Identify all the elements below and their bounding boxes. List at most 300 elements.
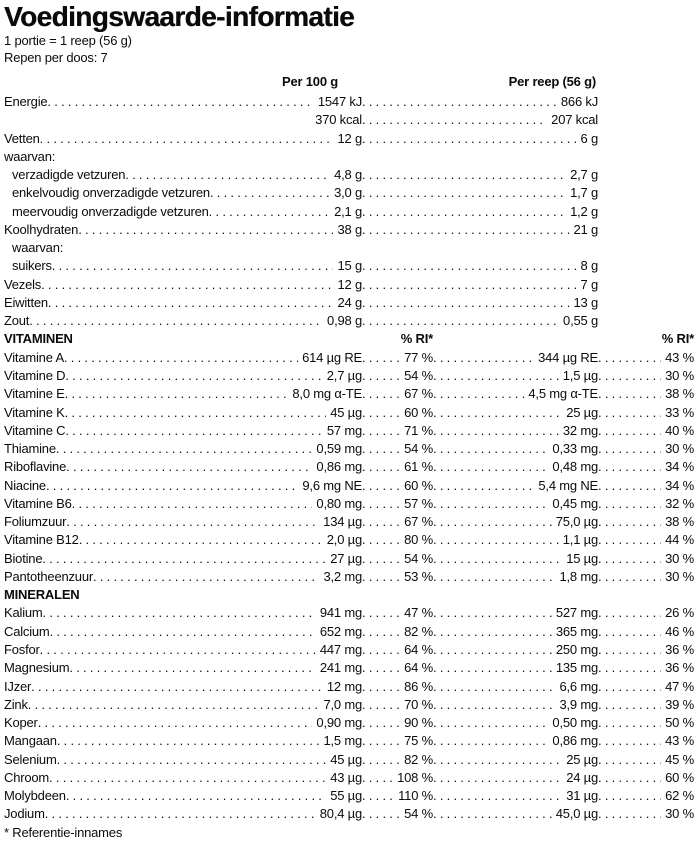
table-cell: [362, 312, 598, 330]
table-cell: [433, 495, 598, 513]
ri-per-bar: 45 %: [665, 751, 694, 767]
value-per-bar: 13 g: [573, 294, 598, 310]
value-per-100g: 241 mg: [319, 660, 362, 676]
table-row: [4, 805, 694, 823]
value-per-100g: 15 g: [337, 258, 362, 274]
dot-leader: [433, 568, 555, 586]
table-cell: [433, 458, 598, 476]
table-cell: [433, 440, 598, 458]
ri-per-100g: 64 %: [404, 660, 433, 676]
table-cell: [4, 312, 362, 330]
dot-leader: [433, 787, 562, 805]
dot-leader: [433, 805, 552, 823]
dot-leader: [433, 367, 559, 385]
value-per-bar: 527 mg: [555, 605, 598, 621]
value-per-bar: 344 µg RE: [538, 349, 598, 365]
dot-leader: [362, 696, 400, 714]
table-cell: [598, 330, 694, 348]
table-cell: [4, 604, 362, 622]
bars-per-box-line: Repen per doos: 7: [4, 50, 108, 65]
dot-leader: [433, 641, 552, 659]
table-row: [4, 257, 694, 275]
nutrient-label: Vitamine C: [4, 422, 66, 438]
dot-leader: [598, 769, 661, 787]
table-cell: [598, 349, 694, 367]
table-cell: [362, 732, 433, 750]
dot-leader: [362, 550, 400, 568]
dot-leader: [66, 513, 319, 531]
ri-per-100g: 82 %: [404, 751, 433, 767]
value-per-100g: 614 µg RE: [302, 349, 362, 365]
table-cell: [598, 495, 694, 513]
ri-per-100g: 54 %: [404, 550, 433, 566]
table-cell: [4, 714, 362, 732]
ri-per-100g: 90 %: [404, 715, 433, 731]
table-row: [4, 458, 694, 476]
value-per-100g: 45 µg: [330, 404, 362, 420]
table-cell: [4, 385, 362, 403]
dot-leader: [362, 751, 400, 769]
table-cell: [4, 404, 362, 422]
value-per-bar: 3,9 mg: [559, 696, 598, 712]
table-cell: [362, 349, 433, 367]
table-row: [4, 659, 694, 677]
dot-leader: [598, 440, 661, 458]
table-cell: [433, 477, 598, 495]
value-per-100g: 134 µg: [323, 514, 362, 530]
nutrient-label: Koper: [4, 715, 38, 731]
table-cell: [362, 714, 433, 732]
nutrient-label: Vitamine E: [4, 386, 65, 402]
table-cell: [4, 586, 362, 604]
table-cell: [598, 477, 694, 495]
dot-leader: [362, 276, 577, 294]
section-header-row: [4, 586, 694, 604]
table-cell: [598, 404, 694, 422]
table-cell: [4, 495, 362, 513]
table-cell: [4, 477, 362, 495]
value-per-bar: 0,86 mg: [552, 733, 598, 749]
dot-leader: [57, 732, 320, 750]
dot-leader: [598, 659, 661, 677]
table-cell: [598, 513, 694, 531]
nutrient-label: Fosfor: [4, 641, 40, 657]
dot-leader: [598, 550, 661, 568]
value-per-bar: 0,50 mg: [552, 715, 598, 731]
table-cell: [4, 257, 362, 275]
nutrient-label: Thiamine: [4, 441, 56, 457]
dot-leader: [433, 404, 562, 422]
table-cell: [433, 531, 598, 549]
dot-leader: [45, 805, 316, 823]
dot-leader: [362, 604, 400, 622]
value-per-bar: 866 kJ: [560, 94, 598, 109]
dot-leader: [362, 111, 547, 129]
table-cell: [4, 678, 362, 696]
table-row: [4, 130, 694, 148]
dot-leader: [65, 422, 323, 440]
table-cell: [4, 769, 362, 787]
value-per-bar: 31 µg: [566, 788, 598, 804]
dot-leader: [362, 367, 400, 385]
value-per-100g: 3,0 g: [334, 185, 362, 201]
value-per-100g: 12 g: [337, 130, 362, 146]
nutrient-label: Vetten: [4, 130, 40, 146]
dot-leader: [598, 349, 661, 367]
dot-leader: [598, 732, 661, 750]
value-per-bar: 0,33 mg: [552, 441, 598, 457]
dot-leader: [598, 696, 661, 714]
dot-leader: [78, 221, 333, 239]
table-cell: [362, 513, 433, 531]
ri-per-100g: 47 %: [404, 605, 433, 621]
table-cell: [433, 641, 598, 659]
value-per-bar: 0,55 g: [563, 313, 598, 329]
table-row: [4, 623, 694, 641]
value-per-bar: 6 g: [580, 130, 598, 146]
table-cell: [362, 458, 433, 476]
dot-leader: [46, 477, 298, 495]
table-cell: [598, 531, 694, 549]
dot-leader: [598, 495, 661, 513]
dot-leader: [433, 531, 559, 549]
nutrient-label: Biotine: [4, 550, 43, 566]
ri-per-100g: 60 %: [404, 477, 433, 493]
table-cell: [4, 623, 362, 641]
ri-per-bar: 30 %: [665, 367, 694, 383]
dot-leader: [52, 257, 334, 275]
table-cell: [598, 568, 694, 586]
table-cell: [598, 732, 694, 750]
ri-per-bar: 40 %: [665, 422, 694, 438]
value-per-bar: 365 mg: [555, 623, 598, 639]
ri-per-bar: 30 %: [665, 568, 694, 584]
table-cell: [4, 71, 362, 93]
nutrient-label: Calcium: [4, 623, 50, 639]
table-cell: [4, 111, 362, 129]
table-cell: [433, 787, 598, 805]
table-cell: [362, 659, 433, 677]
dot-leader: [433, 659, 552, 677]
table-cell: [598, 805, 694, 823]
table-cell: [4, 148, 362, 166]
value-per-bar: 5,4 mg NE: [538, 477, 598, 493]
table-cell: [362, 93, 598, 111]
dot-leader: [598, 531, 661, 549]
table-cell: [433, 349, 598, 367]
ri-per-bar: 30 %: [665, 441, 694, 457]
value-per-bar: 0,45 mg: [552, 495, 598, 511]
nutrient-label: Jodium: [4, 806, 45, 822]
dot-leader: [362, 531, 400, 549]
dot-leader: [362, 93, 557, 111]
value-per-100g: 652 mg: [319, 623, 362, 639]
table-cell: [4, 294, 362, 312]
dot-leader: [362, 732, 400, 750]
nutrition-table: [4, 71, 694, 824]
table-cell: [4, 367, 362, 385]
table-cell: [362, 495, 433, 513]
nutrient-label: Zink: [4, 696, 28, 712]
value-per-bar: 0,48 mg: [552, 459, 598, 475]
table-cell: [433, 623, 598, 641]
table-cell: [362, 623, 433, 641]
table-cell: [433, 604, 598, 622]
table-cell: [4, 732, 362, 750]
ri-per-100g: 64 %: [404, 641, 433, 657]
dot-leader: [79, 531, 323, 549]
value-per-bar: 75,0 µg: [555, 514, 598, 530]
dot-leader: [433, 458, 548, 476]
table-cell: [598, 550, 694, 568]
table-cell: [362, 330, 433, 348]
table-row: [4, 93, 694, 111]
dot-leader: [598, 604, 661, 622]
value-per-100g: 0,98 g: [327, 313, 362, 329]
dot-leader: [56, 440, 313, 458]
dot-leader: [433, 440, 548, 458]
dot-leader: [66, 787, 326, 805]
dot-leader: [362, 513, 400, 531]
table-cell: [4, 440, 362, 458]
value-per-bar: 1,1 µg: [562, 532, 598, 548]
table-cell: [4, 751, 362, 769]
table-row: [4, 184, 694, 202]
nutrient-label: Energie: [4, 94, 48, 109]
table-cell: [362, 111, 598, 129]
table-row: [4, 641, 694, 659]
nutrient-label: Selenium: [4, 751, 57, 767]
value-per-100g: 12 mg: [326, 678, 362, 694]
dot-leader: [433, 477, 534, 495]
ri-per-100g: 70 %: [404, 696, 433, 712]
table-row: [4, 531, 694, 549]
column-header-per-bar: Per reep (56 g): [508, 74, 596, 89]
ri-per-bar: 30 %: [665, 806, 694, 822]
dot-leader: [433, 732, 548, 750]
nutrient-label: verzadigde vetzuren: [12, 167, 126, 183]
value-per-100g: 9,6 mg NE: [302, 477, 362, 493]
table-cell: [362, 604, 433, 622]
value-per-bar: 45,0 µg: [555, 806, 598, 822]
table-cell: [362, 805, 433, 823]
table-cell: [4, 659, 362, 677]
table-cell: [4, 422, 362, 440]
nutrient-label: suikers: [12, 258, 52, 274]
ri-per-100g: 75 %: [404, 733, 433, 749]
dot-leader: [362, 495, 400, 513]
ri-per-bar: 60 %: [665, 769, 694, 785]
value-per-100g: 2,1 g: [334, 203, 362, 219]
dot-leader: [598, 404, 661, 422]
table-cell: [362, 367, 433, 385]
ri-per-bar: 36 %: [665, 641, 694, 657]
dot-leader: [598, 568, 661, 586]
table-cell: [433, 732, 598, 750]
table-cell: [433, 513, 598, 531]
value-per-100g: 7,0 mg: [323, 696, 362, 712]
dot-leader: [48, 294, 334, 312]
dot-leader: [598, 458, 661, 476]
table-cell: [598, 751, 694, 769]
table-cell: [598, 714, 694, 732]
value-per-100g: 27 µg: [330, 550, 362, 566]
table-cell: [4, 696, 362, 714]
dot-leader: [598, 513, 661, 531]
ri-per-100g: 61 %: [404, 459, 433, 475]
table-cell: [362, 276, 598, 294]
table-cell: [4, 531, 362, 549]
dot-leader: [29, 312, 323, 330]
dot-leader: [362, 787, 394, 805]
table-cell: [598, 458, 694, 476]
table-row: [4, 440, 694, 458]
nutrient-label: IJzer: [4, 678, 32, 694]
table-cell: [362, 751, 433, 769]
table-cell: [598, 440, 694, 458]
dot-leader: [598, 805, 661, 823]
table-cell: [4, 787, 362, 805]
ri-per-bar: 43 %: [665, 349, 694, 365]
dot-leader: [49, 769, 326, 787]
page-title: Voedingswaarde-informatie: [4, 1, 355, 32]
table-cell: [362, 130, 598, 148]
ri-per-100g: 54 %: [404, 806, 433, 822]
value-per-bar: 6,6 mg: [559, 678, 598, 694]
ri-per-bar: 32 %: [665, 495, 694, 511]
table-cell: [433, 751, 598, 769]
value-per-bar: 2,7 g: [570, 167, 598, 183]
ri-per-100g: 86 %: [404, 678, 433, 694]
nutrient-label: Mangaan: [4, 733, 57, 749]
value-per-100g: 1,5 mg: [323, 733, 362, 749]
table-cell: [598, 641, 694, 659]
table-cell: [433, 659, 598, 677]
table-row: [4, 513, 694, 531]
nutrient-label: Niacine: [4, 477, 46, 493]
dot-leader: [93, 568, 319, 586]
table-cell: [4, 458, 362, 476]
table-cell: [362, 221, 598, 239]
nutrient-label: Vitamine B6: [4, 495, 72, 511]
dot-leader: [210, 184, 330, 202]
table-cell: [598, 422, 694, 440]
table-cell: [598, 385, 694, 403]
value-per-100g: 24 g: [337, 294, 362, 310]
dot-leader: [362, 184, 566, 202]
value-per-100g: 43 µg: [330, 769, 362, 785]
table-cell: [598, 367, 694, 385]
table-row: [4, 367, 694, 385]
ri-per-bar: 43 %: [665, 733, 694, 749]
table-cell: [362, 550, 433, 568]
value-per-bar: 4,5 mg α-TE: [528, 386, 598, 402]
subgroup-label-row: [4, 148, 694, 166]
value-per-bar: 1,7 g: [570, 185, 598, 201]
nutrient-label: Vitamine A: [4, 349, 64, 365]
dot-leader: [362, 349, 400, 367]
value-per-bar: 25 µg: [566, 751, 598, 767]
value-per-bar: 24 µg: [566, 769, 598, 785]
ri-per-bar: 44 %: [665, 532, 694, 548]
table-row: [4, 696, 694, 714]
ri-per-100g: 54 %: [404, 441, 433, 457]
value-per-100g: 1547 kJ: [317, 94, 362, 109]
dot-leader: [433, 714, 548, 732]
dot-leader: [40, 641, 316, 659]
table-cell: [4, 221, 362, 239]
table-cell: [4, 513, 362, 531]
table-cell: [362, 477, 433, 495]
value-per-bar: 1,8 mg: [559, 568, 598, 584]
dot-leader: [72, 495, 313, 513]
dot-leader: [598, 623, 661, 641]
column-header-row: [4, 71, 694, 93]
section-header-row: [4, 330, 694, 348]
table-row: [4, 568, 694, 586]
value-per-100g: 941 mg: [319, 605, 362, 621]
nutrient-label: Vezels: [4, 276, 42, 292]
table-cell: [4, 330, 362, 348]
dot-leader: [42, 550, 326, 568]
dot-leader: [433, 349, 534, 367]
value-per-bar: 32 mg: [562, 422, 598, 438]
section-title: VITAMINEN: [4, 331, 73, 347]
dot-leader: [362, 312, 559, 330]
dot-leader: [362, 805, 400, 823]
nutrient-label: Vitamine K: [4, 404, 65, 420]
table-row: [4, 422, 694, 440]
ri-per-100g: 54 %: [404, 367, 433, 383]
dot-leader: [50, 623, 316, 641]
ri-per-100g: 77 %: [404, 349, 433, 365]
dot-leader: [362, 404, 400, 422]
table-cell: [433, 714, 598, 732]
nutrient-label: waarvan:: [12, 240, 64, 256]
dot-leader: [598, 422, 661, 440]
table-cell: [362, 203, 598, 221]
nutrient-label: Molybdeen: [4, 788, 66, 804]
dot-leader: [598, 751, 661, 769]
nutrient-label: Vitamine B12: [4, 532, 79, 548]
ri-per-100g: 71 %: [404, 422, 433, 438]
table-cell: [4, 349, 362, 367]
table-cell: [362, 678, 433, 696]
value-per-100g: 38 g: [337, 221, 362, 237]
nutrient-label: Pantotheenzuur: [4, 568, 93, 584]
value-per-100g: 2,0 µg: [326, 532, 362, 548]
nutrient-label: meervoudig onverzadigde vetzuren: [12, 203, 209, 219]
dot-leader: [362, 623, 400, 641]
dot-leader: [362, 203, 566, 221]
dot-leader: [64, 349, 298, 367]
ri-header-per-100g: % RI*: [400, 331, 433, 347]
table-row: [4, 404, 694, 422]
table-cell: [362, 531, 433, 549]
table-cell: [4, 93, 362, 111]
table-cell: [433, 385, 598, 403]
ri-per-bar: 30 %: [665, 550, 694, 566]
table-row: [4, 276, 694, 294]
dot-leader: [28, 696, 320, 714]
table-cell: [433, 71, 598, 93]
dot-leader: [362, 221, 569, 239]
dot-leader: [362, 659, 400, 677]
ri-per-bar: 34 %: [665, 459, 694, 475]
ri-per-bar: 33 %: [665, 404, 694, 420]
value-per-bar: 8 g: [580, 258, 598, 274]
column-header-per-100g: Per 100 g: [281, 74, 338, 89]
